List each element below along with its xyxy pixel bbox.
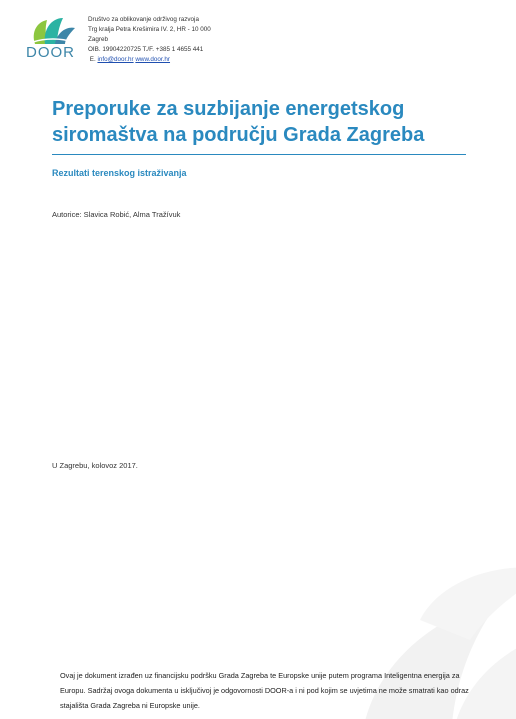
email-link[interactable]: info@door.hr	[97, 56, 134, 63]
organization-contact-block	[88, 15, 211, 65]
org-email-web	[88, 55, 211, 65]
title-divider	[52, 154, 466, 155]
org-oib-phone: OIB. 19904220725 T./F. +385 1 4655 441	[88, 46, 204, 53]
org-city: Zagreb	[88, 36, 108, 43]
authors-line: Autorice: Slavica Robić, Alma Tražívuk	[52, 210, 181, 219]
document-subtitle: Rezultati terenskog istraživanja	[52, 168, 187, 178]
email-prefix: E.	[89, 56, 96, 63]
website-link[interactable]: www.door.hr	[135, 56, 171, 63]
document-title: Preporuke za suzbijanje energetskog siromaštva na području Grada Zagreba	[52, 98, 425, 146]
funding-disclaimer: Ovaj je dokument izrađen uz financijsku podršku Grada Zagreba te Europske unije putem programa Inteligentna energija za Europu. Sadržaj ovoga dokumenta u isključivoj je odgovornosti DOOR-a i ni pod kojim se uvjetima ne može smatrati kao odraz stajališta Grada Zagreba ni Europske unije.	[60, 671, 469, 710]
logo-wordmark: DOOR	[26, 44, 75, 61]
place-date: U Zagrebu, kolovoz 2017.	[52, 461, 138, 470]
org-address: Trg kralja Petra Krešimira IV. 2, HR - 10 000	[88, 26, 211, 33]
org-name: Društvo za oblikovanje održivog razvoja	[88, 16, 199, 23]
